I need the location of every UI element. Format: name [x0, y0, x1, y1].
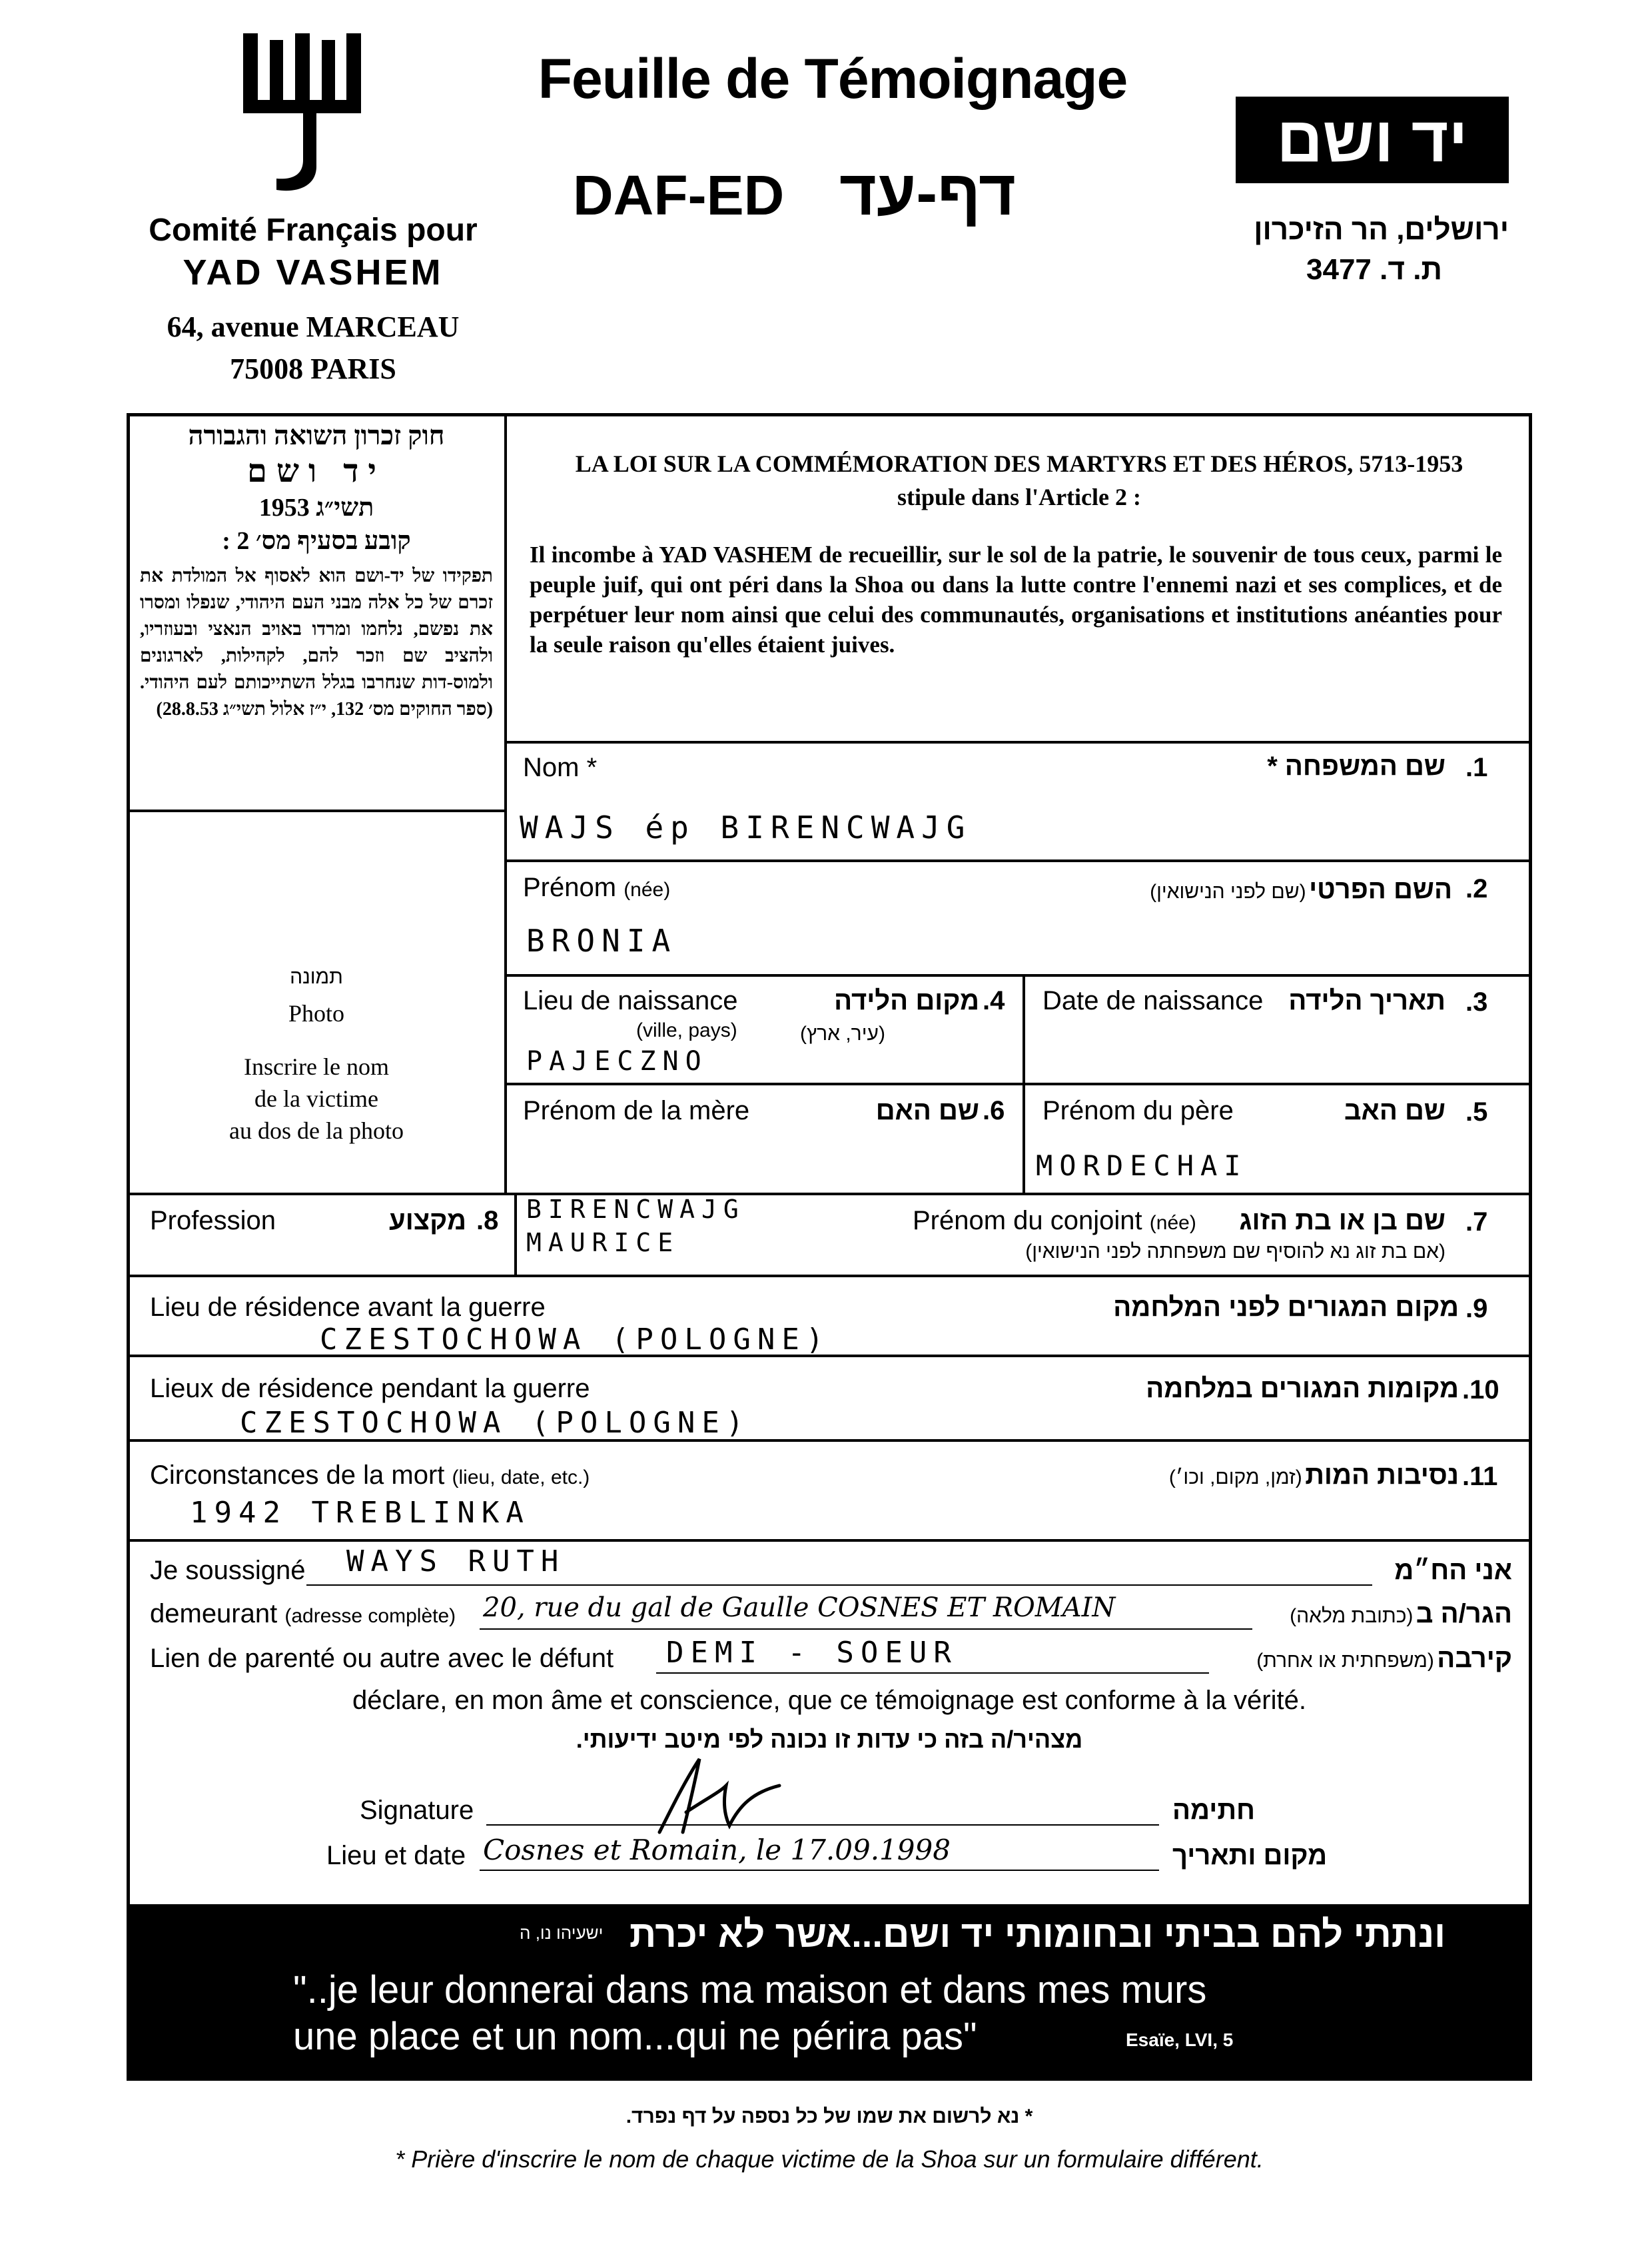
lieu-naissance-hebrew: מקום הלידה [834, 986, 979, 1015]
banner-french-ref: Esaïe, LVI, 5 [1126, 2029, 1234, 2050]
yad-vashem-logo [1236, 97, 1509, 183]
lieu-naissance-small: (ville, pays) [636, 1019, 737, 1041]
menorah-logo-icon [236, 27, 370, 200]
prenom-pere-value[interactable]: MORDECHAI [1036, 1149, 1248, 1182]
hebrew-law-divider [127, 810, 506, 812]
law-hebrew-line3: תשי״ג 1953 [258, 494, 374, 522]
law-hebrew-line4: קובע בסעיף מס׳ 2 : [222, 527, 411, 555]
demeurant-underline [480, 1628, 1252, 1630]
banner-hebrew-ref: ישעיהו נו, ה [520, 1923, 604, 1943]
demeurant-value[interactable]: 20, rue du gal de Gaulle COSNES ET ROMAIN [483, 1592, 1116, 1623]
prenom-pere-num: .5 [1465, 1097, 1488, 1127]
signature-mark-icon [646, 1752, 793, 1846]
subtitle-latin: DAF-ED [573, 164, 785, 227]
prenom-divider [504, 974, 1532, 977]
date-naissance-hebrew: תאריך הלידה [1288, 986, 1446, 1015]
prenom-hebrew: השם הפרטי [1309, 875, 1452, 904]
circonstances-label: Circonstances de la mort [150, 1460, 445, 1490]
demeurant-small: (adresse complète) [284, 1605, 456, 1627]
lieu-date-label: Lieu et date [326, 1841, 466, 1870]
conjoint-num: .7 [1465, 1207, 1488, 1237]
lieu-date-value[interactable]: Cosnes et Romain, le 17.09.1998 [483, 1834, 951, 1866]
declare-he: מצהיר/ה בזה כי עדות זו נכונה לפי מיטב ידיעותי. [576, 1726, 1083, 1753]
prenom-mere-num: .6 [983, 1096, 1005, 1125]
circonstances-divider [127, 1539, 1532, 1542]
prenom-mere-label: Prénom de la mère [523, 1096, 750, 1125]
conjoint-value-line1[interactable]: BIRENCWAJG [526, 1195, 745, 1224]
page-title: Feuille de Témoignage [538, 47, 1128, 110]
residence-avant-value[interactable]: CZESTOCHOWA (POLOGNE) [320, 1323, 831, 1357]
circonstances-hebrew: נסיבות המות [1305, 1460, 1459, 1490]
law-hebrew-line2: יד ושם [247, 454, 386, 489]
left-column-divider [504, 413, 507, 1194]
photo-instr3: au dos de la photo [229, 1117, 404, 1144]
banner-hebrew: ונתתי להם בביתי ובחומותי יד ושם...אשר לא יכרת [629, 1913, 1446, 1955]
residence-avant-num: .9 [1465, 1294, 1488, 1323]
conjoint-label: Prénom du conjoint [913, 1206, 1142, 1235]
conjoint-hebrew-small: (אם בת זוג נא להוסיף שם משפחתה לפני הנישואין) [1025, 1241, 1446, 1263]
law-french-subtitle: stipule dans l'Article 2 : [897, 484, 1141, 510]
demeurant-hebrew-small: (כתובת מלאה) [1290, 1605, 1414, 1627]
footer-french-note: * Prière d'inscrire le nom de chaque victime de la Shoa sur un formulaire différent. [395, 2145, 1264, 2173]
residence-pendant-label: Lieux de résidence pendant la guerre [150, 1374, 590, 1403]
banner-french-line2: une place et un nom...qui ne périra pas" [293, 2015, 977, 2058]
lien-underline [656, 1672, 1209, 1674]
prenom-value[interactable]: BRONIA [526, 923, 677, 959]
soussigne-underline [306, 1584, 1372, 1586]
lien-hebrew: קירבה [1437, 1644, 1512, 1673]
banner-french-line1: "..je leur donnerai dans ma maison et dans mes murs [293, 1968, 1207, 2011]
soussigne-label: Je soussigné [150, 1556, 306, 1585]
lieu-naissance-label: Lieu de naissance [523, 986, 738, 1015]
prenom-label: Prénom [523, 873, 617, 902]
date-naissance-num: .3 [1465, 987, 1488, 1017]
declare-fr: déclare, en mon âme et conscience, que ce témoignage est conforme à la vérité. [352, 1686, 1306, 1715]
lieu-naissance-hebrew-small: (עיר, ארץ) [800, 1023, 885, 1045]
prenom-hebrew-small: (שם לפני הנישואין) [1150, 881, 1306, 903]
circonstances-value[interactable]: 1942 TREBLINKA [190, 1496, 530, 1530]
residence-pendant-num: .10 [1462, 1375, 1499, 1405]
conjoint-value-line2[interactable]: MAURICE [526, 1228, 680, 1257]
profession-hebrew: מקצוע [389, 1206, 466, 1235]
nom-value[interactable]: WAJS ép BIRENCWAJG [520, 810, 972, 845]
footer-hebrew-note: * נא לרשום את שמו של כל נספה על דף נפרד. [625, 2105, 1033, 2127]
prenom-num: .2 [1465, 874, 1488, 903]
logo-text: יד ושם [1276, 104, 1468, 175]
circonstances-hebrew-small: (זמן, מקום, וכו׳) [1168, 1466, 1302, 1488]
org-left-line2: YAD VASHEM [183, 253, 444, 292]
photo-instr2: de la victime [254, 1085, 378, 1112]
lieu-date-hebrew: מקום ותאריך [1172, 1841, 1328, 1870]
residence-pendant-hebrew: מקומות המגורים במלחמה [1146, 1374, 1459, 1403]
signature-underline [486, 1824, 1159, 1826]
circonstances-label-small: (lieu, date, etc.) [452, 1466, 590, 1488]
address-line1: 64, avenue MARCEAU [167, 310, 460, 343]
org-left-line1: Comité Français pour [149, 213, 478, 248]
nom-num: .1 [1465, 753, 1488, 782]
birth-divider [504, 1083, 1532, 1085]
residence-avant-label: Lieu de résidence avant la guerre [150, 1293, 546, 1322]
birth-column-divider [1023, 974, 1025, 1194]
french-law-divider [504, 741, 1532, 744]
lien-hebrew-small: (משפחתית או אחרת) [1256, 1650, 1434, 1672]
conjoint-label-small: (née) [1149, 1212, 1196, 1234]
nom-hebrew: שם המשפחה * [1267, 752, 1446, 781]
nom-divider [504, 859, 1532, 862]
signature-hebrew: חתימה [1172, 1796, 1256, 1825]
photo-instr1: Inscrire le nom [244, 1053, 389, 1080]
photo-hebrew: תמונה [290, 966, 343, 988]
lieu-date-underline [480, 1870, 1159, 1871]
law-hebrew-body: תפקידו של יד-ושם הוא לאסוף אל המולדת את זכרם של כל אלה מבני העם היהודי, שנפלו ומסרו את נפשם, נלחמו ומרדו באויב הנאצי ובעוזריו, ולהציב שם וזכר להם, לקהילות, לארגונים ולמוס-דות שנחרבו בגלל השתייכותם לעם היהודי. (ספר החוקים מס׳ 132, י״ז אלול תשי״ג 28.8.53) [140, 566, 493, 720]
subtitle-hebrew: דף-עד [839, 157, 1016, 229]
prenom-pere-hebrew: שם האב [1344, 1096, 1446, 1125]
lien-label: Lien de parenté ou autre avec le défunt [150, 1644, 614, 1673]
profession-bottom-divider [127, 1275, 1532, 1277]
date-naissance-label: Date de naissance [1042, 986, 1264, 1015]
lien-value[interactable]: DEMI - SOEUR [666, 1636, 958, 1670]
prenom-label-small: (née) [623, 879, 671, 901]
soussigne-hebrew: אני הח״מ [1394, 1556, 1512, 1585]
law-french-body: Il incombe à YAD VASHEM de recueillir, sur le sol de la patrie, le souvenir de tous ceux, parmi le peuple juif, qui ont péri dans la Shoa ou dans la lutte contre l'ennemi nazi et ses complices, et de perpétuer leur nom ainsi que celui des communautés, organisations et institutions anéanties pour la seule raison qu'elles étaient juives. [530, 542, 1502, 658]
photo-label: Photo [288, 1000, 345, 1027]
demeurant-hebrew: הגר/ה ב [1416, 1599, 1512, 1628]
signature-label: Signature [360, 1796, 474, 1825]
soussigne-value[interactable]: WAYS RUTH [346, 1544, 566, 1578]
law-french-title: LA LOI SUR LA COMMÉMORATION DES MARTYRS ET DES HÉROS, 5713-1953 [575, 450, 1463, 477]
nom-label: Nom * [523, 753, 598, 782]
address-line2: 75008 PARIS [230, 352, 396, 385]
profession-top-divider [127, 1193, 1532, 1195]
residence-pendant-value[interactable]: CZESTOCHOWA (POLOGNE) [240, 1406, 751, 1440]
prenom-mere-hebrew: שם האם [875, 1096, 979, 1125]
residence-avant-hebrew: מקום המגורים לפני המלחמה [1113, 1293, 1459, 1322]
right-address-line2: ת. ד. 3477 [1306, 253, 1442, 286]
profession-column-divider [514, 1193, 517, 1276]
lieu-naissance-value[interactable]: PAJECZNO [526, 1046, 708, 1077]
profession-num: .8 [476, 1206, 499, 1235]
conjoint-hebrew: שם בן או בת הזוג [1239, 1206, 1446, 1235]
profession-label: Profession [150, 1206, 276, 1235]
quote-banner [127, 1904, 1532, 2081]
prenom-pere-label: Prénom du père [1042, 1096, 1234, 1125]
right-address-line1: ירושלים, הר הזיכרון [1254, 213, 1509, 246]
circonstances-num: .11 [1462, 1462, 1498, 1491]
demeurant-label: demeurant [150, 1599, 278, 1628]
law-hebrew-line1: חוק זכרון השואה והגבורה [188, 420, 445, 450]
lieu-naissance-num: .4 [983, 986, 1005, 1015]
